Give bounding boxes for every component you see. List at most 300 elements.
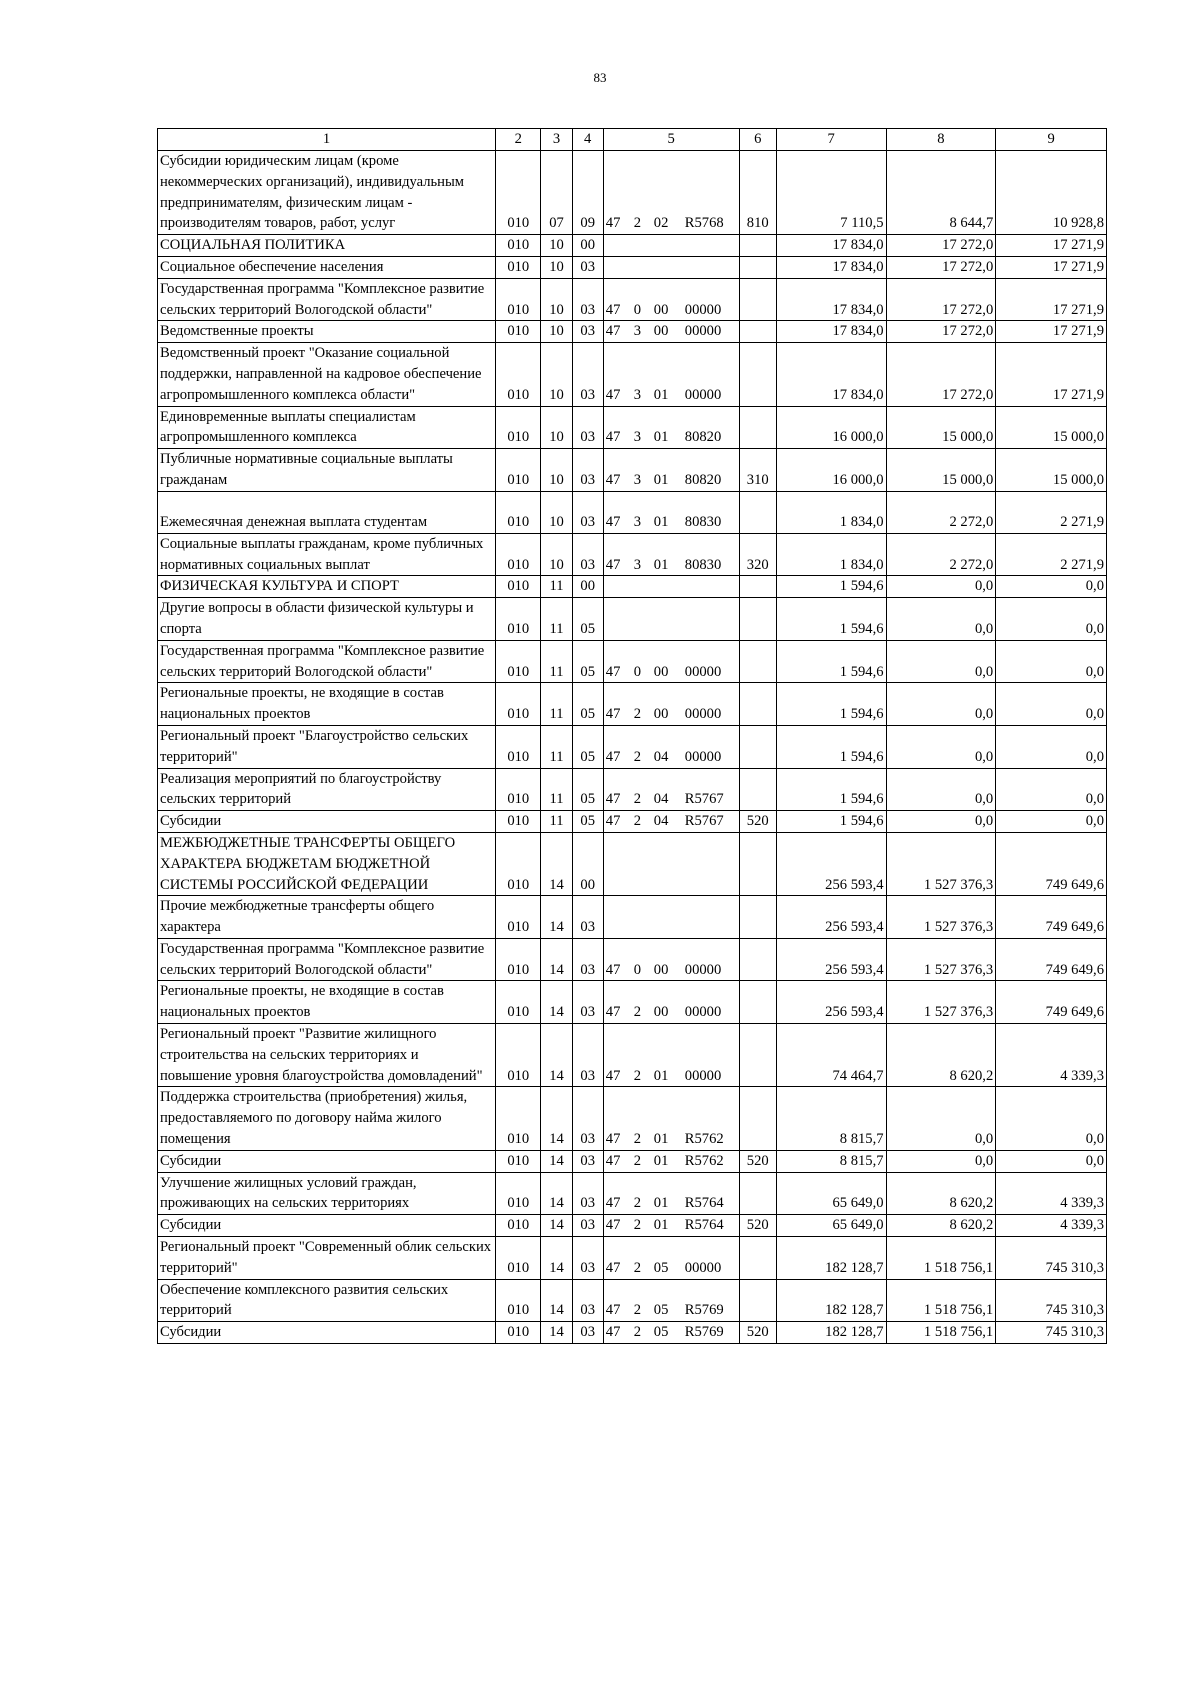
row-code-ministry: 010 — [496, 343, 541, 406]
row-amount-year1: 8 815,7 — [776, 1150, 886, 1172]
table-row — [158, 235, 1107, 257]
code-program: 47 — [605, 1195, 621, 1212]
table-row — [158, 1150, 1107, 1172]
row-name: Субсидии — [158, 811, 496, 833]
row-amount-year2: 1 527 376,3 — [886, 981, 996, 1024]
row-code-target-article — [603, 768, 739, 811]
row-amount-year3: 10 928,8 — [996, 151, 1107, 235]
row-amount-year2: 2 272,0 — [886, 533, 996, 576]
row-code-subsection: 03 — [572, 1024, 603, 1087]
row-code-ministry: 010 — [496, 768, 541, 811]
code-subprogram: 0 — [633, 961, 642, 978]
row-code-section: 14 — [541, 1172, 572, 1215]
row-amount-year1: 1 594,6 — [776, 725, 886, 768]
table-row — [158, 406, 1107, 449]
row-code-expense-type — [739, 1279, 776, 1322]
row-name: Региональные проекты, не входящие в состав национальных проектов — [158, 981, 496, 1024]
row-code-ministry: 010 — [496, 832, 541, 895]
code-measure: 01 — [653, 513, 669, 530]
row-code-ministry: 010 — [496, 1150, 541, 1172]
table-row — [158, 640, 1107, 683]
code-program: 47 — [605, 513, 621, 530]
row-amount-year3: 745 310,3 — [996, 1237, 1107, 1280]
code-measure: 01 — [653, 1131, 669, 1148]
row-name: Реализация мероприятий по благоустройству сельских территорий — [158, 768, 496, 811]
code-program: 47 — [605, 1131, 621, 1148]
row-amount-year1: 1 594,6 — [776, 640, 886, 683]
header-col-5: 5 — [603, 129, 739, 151]
row-amount-year3: 17 271,9 — [996, 321, 1107, 343]
row-code-ministry: 010 — [496, 151, 541, 235]
row-name: Субсидии — [158, 1215, 496, 1237]
header-col-9: 9 — [996, 129, 1107, 151]
code-program: 47 — [605, 323, 621, 340]
row-code-expense-type — [739, 640, 776, 683]
row-amount-year2: 0,0 — [886, 1150, 996, 1172]
code-measure: 00 — [653, 323, 669, 340]
table-row — [158, 256, 1107, 278]
row-amount-year2: 15 000,0 — [886, 449, 996, 492]
code-program: 47 — [605, 706, 621, 723]
row-code-subsection: 03 — [572, 896, 603, 939]
row-amount-year1: 17 834,0 — [776, 256, 886, 278]
code-measure: 02 — [653, 215, 669, 232]
row-amount-year2: 0,0 — [886, 576, 996, 598]
code-subprogram: 2 — [633, 813, 642, 830]
row-amount-year1: 256 593,4 — [776, 981, 886, 1024]
row-amount-year2: 1 518 756,1 — [886, 1279, 996, 1322]
code-direction: R5767 — [684, 791, 724, 808]
row-code-expense-type: 810 — [739, 151, 776, 235]
row-name: Поддержка строительства (приобретения) жилья, предоставляемого по договору найма жилого помещения — [158, 1087, 496, 1150]
table-row — [158, 811, 1107, 833]
budget-table — [157, 128, 1107, 1344]
row-code-target-article — [603, 256, 739, 278]
code-direction: R5764 — [684, 1217, 724, 1234]
row-code-expense-type: 520 — [739, 1322, 776, 1344]
code-subprogram: 2 — [633, 1259, 642, 1276]
row-code-subsection: 03 — [572, 1279, 603, 1322]
code-measure: 01 — [653, 556, 669, 573]
row-amount-year3: 0,0 — [996, 811, 1107, 833]
row-amount-year1: 1 594,6 — [776, 598, 886, 641]
row-code-section: 14 — [541, 1024, 572, 1087]
table-row — [158, 981, 1107, 1024]
row-name: Субсидии юридическим лицам (кроме некоммерческих организаций), индивидуальным предпринимателям, физическим лицам - производителям товаров, работ, услуг — [158, 151, 496, 235]
row-code-subsection: 03 — [572, 1215, 603, 1237]
code-direction: 00000 — [684, 961, 722, 978]
code-direction: 00000 — [684, 323, 722, 340]
row-code-subsection: 00 — [572, 235, 603, 257]
row-code-section: 14 — [541, 1322, 572, 1344]
table-row — [158, 343, 1107, 406]
row-code-ministry: 010 — [496, 938, 541, 981]
row-code-subsection: 03 — [572, 321, 603, 343]
row-code-section: 10 — [541, 278, 572, 321]
row-code-subsection: 00 — [572, 576, 603, 598]
table-row — [158, 533, 1107, 576]
code-subprogram: 0 — [633, 663, 642, 680]
code-measure: 01 — [653, 1067, 669, 1084]
row-code-expense-type — [739, 1024, 776, 1087]
row-amount-year1: 16 000,0 — [776, 406, 886, 449]
header-col-2: 2 — [496, 129, 541, 151]
row-code-section: 14 — [541, 981, 572, 1024]
code-subprogram: 2 — [633, 215, 642, 232]
row-code-expense-type — [739, 768, 776, 811]
row-code-target-article — [603, 1024, 739, 1087]
row-code-subsection: 05 — [572, 598, 603, 641]
row-name: Публичные нормативные социальные выплаты гражданам — [158, 449, 496, 492]
row-code-section: 14 — [541, 1087, 572, 1150]
table-row — [158, 278, 1107, 321]
code-subprogram: 2 — [633, 1152, 642, 1169]
row-amount-year1: 182 128,7 — [776, 1279, 886, 1322]
row-amount-year3: 0,0 — [996, 1087, 1107, 1150]
row-code-ministry: 010 — [496, 449, 541, 492]
row-amount-year3: 0,0 — [996, 1150, 1107, 1172]
row-code-subsection: 03 — [572, 256, 603, 278]
row-code-ministry: 010 — [496, 278, 541, 321]
row-code-ministry: 010 — [496, 896, 541, 939]
row-code-ministry: 010 — [496, 406, 541, 449]
row-code-expense-type — [739, 576, 776, 598]
code-program: 47 — [605, 1067, 621, 1084]
code-direction: 80830 — [684, 556, 722, 573]
row-code-subsection: 03 — [572, 1087, 603, 1150]
row-amount-year3: 749 649,6 — [996, 896, 1107, 939]
header-col-6: 6 — [739, 129, 776, 151]
row-code-ministry: 010 — [496, 491, 541, 533]
row-code-section: 14 — [541, 1150, 572, 1172]
code-subprogram: 2 — [633, 1324, 642, 1341]
code-subprogram: 2 — [633, 1217, 642, 1234]
code-subprogram: 2 — [633, 1131, 642, 1148]
code-subprogram: 3 — [633, 513, 642, 530]
row-amount-year1: 16 000,0 — [776, 449, 886, 492]
row-code-subsection: 05 — [572, 683, 603, 726]
row-code-subsection: 03 — [572, 1322, 603, 1344]
row-amount-year1: 17 834,0 — [776, 343, 886, 406]
code-subprogram: 2 — [633, 791, 642, 808]
row-amount-year3: 4 339,3 — [996, 1172, 1107, 1215]
row-name: Государственная программа "Комплексное развитие сельских территорий Вологодской области" — [158, 640, 496, 683]
code-program: 47 — [605, 215, 621, 232]
code-measure: 01 — [653, 429, 669, 446]
row-name: Другие вопросы в области физической культуры и спорта — [158, 598, 496, 641]
row-amount-year1: 1 594,6 — [776, 768, 886, 811]
row-code-section: 11 — [541, 576, 572, 598]
row-amount-year2: 0,0 — [886, 811, 996, 833]
row-name: Ведомственный проект "Оказание социальной поддержки, направленной на кадровое обеспечение агропромышленного комплекса области" — [158, 343, 496, 406]
code-direction: R5769 — [684, 1324, 724, 1341]
row-code-ministry: 010 — [496, 725, 541, 768]
table-row — [158, 1215, 1107, 1237]
row-code-expense-type — [739, 832, 776, 895]
row-amount-year2: 17 272,0 — [886, 256, 996, 278]
row-code-subsection: 05 — [572, 811, 603, 833]
row-amount-year2: 0,0 — [886, 683, 996, 726]
row-code-subsection: 03 — [572, 449, 603, 492]
code-measure: 00 — [653, 1004, 669, 1021]
code-measure: 01 — [653, 471, 669, 488]
row-code-subsection: 03 — [572, 278, 603, 321]
row-code-expense-type — [739, 896, 776, 939]
code-program: 47 — [605, 791, 621, 808]
row-code-target-article — [603, 811, 739, 833]
code-direction: 00000 — [684, 1259, 722, 1276]
code-subprogram: 2 — [633, 1302, 642, 1319]
row-code-section: 10 — [541, 343, 572, 406]
row-code-target-article — [603, 832, 739, 895]
row-amount-year2: 8 644,7 — [886, 151, 996, 235]
row-amount-year3: 17 271,9 — [996, 343, 1107, 406]
row-code-target-article — [603, 1237, 739, 1280]
code-measure: 00 — [653, 961, 669, 978]
row-name: МЕЖБЮДЖЕТНЫЕ ТРАНСФЕРТЫ ОБЩЕГО ХАРАКТЕРА БЮДЖЕТАМ БЮДЖЕТНОЙ СИСТЕМЫ РОССИЙСКОЙ ФЕДЕРАЦИИ — [158, 832, 496, 895]
row-code-target-article — [603, 1172, 739, 1215]
row-code-expense-type — [739, 598, 776, 641]
row-amount-year1: 182 128,7 — [776, 1237, 886, 1280]
row-amount-year1: 256 593,4 — [776, 832, 886, 895]
header-col-3: 3 — [541, 129, 572, 151]
row-name: Единовременные выплаты специалистам агропромышленного комплекса — [158, 406, 496, 449]
row-code-section: 07 — [541, 151, 572, 235]
row-code-expense-type — [739, 1087, 776, 1150]
table-row — [158, 1024, 1107, 1087]
code-subprogram: 2 — [633, 706, 642, 723]
row-code-target-article — [603, 683, 739, 726]
row-amount-year1: 256 593,4 — [776, 938, 886, 981]
code-subprogram: 3 — [633, 556, 642, 573]
row-amount-year3: 749 649,6 — [996, 981, 1107, 1024]
row-amount-year3: 2 271,9 — [996, 533, 1107, 576]
row-amount-year2: 1 518 756,1 — [886, 1237, 996, 1280]
row-code-subsection: 05 — [572, 640, 603, 683]
code-program: 47 — [605, 471, 621, 488]
row-code-ministry: 010 — [496, 598, 541, 641]
row-name: Улучшение жилищных условий граждан, проживающих на сельских территориях — [158, 1172, 496, 1215]
code-measure: 00 — [653, 663, 669, 680]
row-code-ministry: 010 — [496, 981, 541, 1024]
row-amount-year2: 0,0 — [886, 1087, 996, 1150]
code-measure: 01 — [653, 1217, 669, 1234]
row-code-section: 14 — [541, 938, 572, 981]
row-name: Региональный проект "Благоустройство сельских территорий" — [158, 725, 496, 768]
row-code-target-article — [603, 725, 739, 768]
row-amount-year3: 0,0 — [996, 768, 1107, 811]
row-amount-year3: 745 310,3 — [996, 1279, 1107, 1322]
code-direction: 80830 — [684, 513, 722, 530]
row-code-section: 11 — [541, 725, 572, 768]
row-name: Региональный проект "Современный облик сельских территорий" — [158, 1237, 496, 1280]
row-code-ministry: 010 — [496, 1172, 541, 1215]
row-amount-year3: 0,0 — [996, 725, 1107, 768]
row-amount-year2: 1 527 376,3 — [886, 832, 996, 895]
row-code-target-article — [603, 576, 739, 598]
row-code-expense-type — [739, 938, 776, 981]
row-amount-year1: 65 649,0 — [776, 1172, 886, 1215]
row-amount-year1: 17 834,0 — [776, 321, 886, 343]
row-name: Региональные проекты, не входящие в состав национальных проектов — [158, 683, 496, 726]
row-amount-year2: 1 527 376,3 — [886, 938, 996, 981]
row-code-section: 11 — [541, 640, 572, 683]
code-program: 47 — [605, 748, 621, 765]
row-code-expense-type — [739, 343, 776, 406]
row-name: Социальные выплаты гражданам, кроме публичных нормативных социальных выплат — [158, 533, 496, 576]
row-code-subsection: 03 — [572, 343, 603, 406]
table-row — [158, 321, 1107, 343]
code-direction: R5764 — [684, 1195, 724, 1212]
code-measure: 01 — [653, 1195, 669, 1212]
row-code-subsection: 09 — [572, 151, 603, 235]
row-amount-year3: 0,0 — [996, 640, 1107, 683]
code-direction: 00000 — [684, 706, 722, 723]
row-name: Социальное обеспечение населения — [158, 256, 496, 278]
row-amount-year3: 745 310,3 — [996, 1322, 1107, 1344]
table-row — [158, 151, 1107, 235]
row-code-ministry: 010 — [496, 1279, 541, 1322]
code-program: 47 — [605, 301, 621, 318]
row-amount-year2: 1 527 376,3 — [886, 896, 996, 939]
row-code-ministry: 010 — [496, 533, 541, 576]
row-amount-year2: 1 518 756,1 — [886, 1322, 996, 1344]
row-code-ministry: 010 — [496, 256, 541, 278]
row-amount-year2: 0,0 — [886, 598, 996, 641]
row-code-section: 10 — [541, 406, 572, 449]
code-direction: 00000 — [684, 386, 722, 403]
code-program: 47 — [605, 1217, 621, 1234]
row-code-subsection: 03 — [572, 1150, 603, 1172]
table-row — [158, 1237, 1107, 1280]
code-direction: R5767 — [684, 813, 724, 830]
row-amount-year2: 17 272,0 — [886, 321, 996, 343]
row-code-ministry: 010 — [496, 1322, 541, 1344]
row-amount-year2: 17 272,0 — [886, 278, 996, 321]
row-code-expense-type — [739, 321, 776, 343]
row-name: СОЦИАЛЬНАЯ ПОЛИТИКА — [158, 235, 496, 257]
row-code-subsection: 03 — [572, 1172, 603, 1215]
header-col-4: 4 — [572, 129, 603, 151]
row-amount-year3: 0,0 — [996, 683, 1107, 726]
row-amount-year2: 0,0 — [886, 640, 996, 683]
table-row — [158, 598, 1107, 641]
row-code-ministry: 010 — [496, 576, 541, 598]
row-code-expense-type — [739, 683, 776, 726]
code-program: 47 — [605, 961, 621, 978]
row-amount-year1: 1 594,6 — [776, 683, 886, 726]
row-code-section: 10 — [541, 491, 572, 533]
code-direction: R5768 — [684, 215, 724, 232]
row-code-ministry: 010 — [496, 235, 541, 257]
code-measure: 05 — [653, 1302, 669, 1319]
row-code-expense-type: 520 — [739, 811, 776, 833]
row-code-expense-type: 320 — [739, 533, 776, 576]
code-measure: 00 — [653, 301, 669, 318]
table-row — [158, 832, 1107, 895]
row-amount-year1: 256 593,4 — [776, 896, 886, 939]
row-code-target-article — [603, 640, 739, 683]
row-code-subsection: 03 — [572, 491, 603, 533]
row-amount-year3: 15 000,0 — [996, 406, 1107, 449]
row-amount-year1: 1 834,0 — [776, 533, 886, 576]
row-code-section: 10 — [541, 533, 572, 576]
row-amount-year1: 74 464,7 — [776, 1024, 886, 1087]
row-amount-year3: 17 271,9 — [996, 256, 1107, 278]
row-code-expense-type: 520 — [739, 1150, 776, 1172]
code-subprogram: 3 — [633, 429, 642, 446]
row-code-section: 11 — [541, 598, 572, 641]
row-code-ministry: 010 — [496, 640, 541, 683]
table-row — [158, 725, 1107, 768]
row-code-expense-type — [739, 406, 776, 449]
table-row — [158, 449, 1107, 492]
row-code-section: 10 — [541, 256, 572, 278]
row-code-subsection: 00 — [572, 832, 603, 895]
row-code-subsection: 03 — [572, 981, 603, 1024]
page-number: 83 — [593, 70, 607, 85]
table-row — [158, 576, 1107, 598]
row-code-expense-type — [739, 725, 776, 768]
code-measure: 04 — [653, 813, 669, 830]
row-code-section: 11 — [541, 811, 572, 833]
row-code-target-article — [603, 343, 739, 406]
row-code-expense-type — [739, 1237, 776, 1280]
code-program: 47 — [605, 1152, 621, 1169]
row-name: ФИЗИЧЕСКАЯ КУЛЬТУРА И СПОРТ — [158, 576, 496, 598]
row-code-section: 10 — [541, 235, 572, 257]
row-code-expense-type — [739, 1172, 776, 1215]
row-amount-year1: 8 815,7 — [776, 1087, 886, 1150]
row-code-section: 10 — [541, 321, 572, 343]
code-program: 47 — [605, 813, 621, 830]
row-amount-year3: 2 271,9 — [996, 491, 1107, 533]
row-amount-year3: 749 649,6 — [996, 938, 1107, 981]
row-code-expense-type: 310 — [739, 449, 776, 492]
row-code-expense-type — [739, 235, 776, 257]
row-amount-year1: 1 834,0 — [776, 491, 886, 533]
code-program: 47 — [605, 1259, 621, 1276]
row-amount-year1: 17 834,0 — [776, 278, 886, 321]
row-amount-year1: 7 110,5 — [776, 151, 886, 235]
row-code-target-article — [603, 981, 739, 1024]
code-subprogram: 0 — [633, 301, 642, 318]
code-subprogram: 2 — [633, 1004, 642, 1021]
table-row — [158, 1172, 1107, 1215]
row-code-section: 14 — [541, 1237, 572, 1280]
row-code-target-article — [603, 1087, 739, 1150]
header-col-1: 1 — [158, 129, 496, 151]
row-amount-year3: 0,0 — [996, 576, 1107, 598]
row-amount-year1: 17 834,0 — [776, 235, 886, 257]
row-amount-year3: 17 271,9 — [996, 278, 1107, 321]
code-subprogram: 3 — [633, 323, 642, 340]
row-amount-year3: 4 339,3 — [996, 1215, 1107, 1237]
row-code-target-article — [603, 278, 739, 321]
row-code-expense-type — [739, 981, 776, 1024]
code-direction: R5762 — [684, 1152, 724, 1169]
code-measure: 04 — [653, 748, 669, 765]
row-code-target-article — [603, 1279, 739, 1322]
code-program: 47 — [605, 386, 621, 403]
table-row — [158, 896, 1107, 939]
row-code-subsection: 05 — [572, 725, 603, 768]
header-row — [158, 129, 1107, 151]
code-measure: 05 — [653, 1259, 669, 1276]
row-amount-year3: 0,0 — [996, 598, 1107, 641]
row-code-section: 14 — [541, 1279, 572, 1322]
row-code-subsection: 05 — [572, 768, 603, 811]
